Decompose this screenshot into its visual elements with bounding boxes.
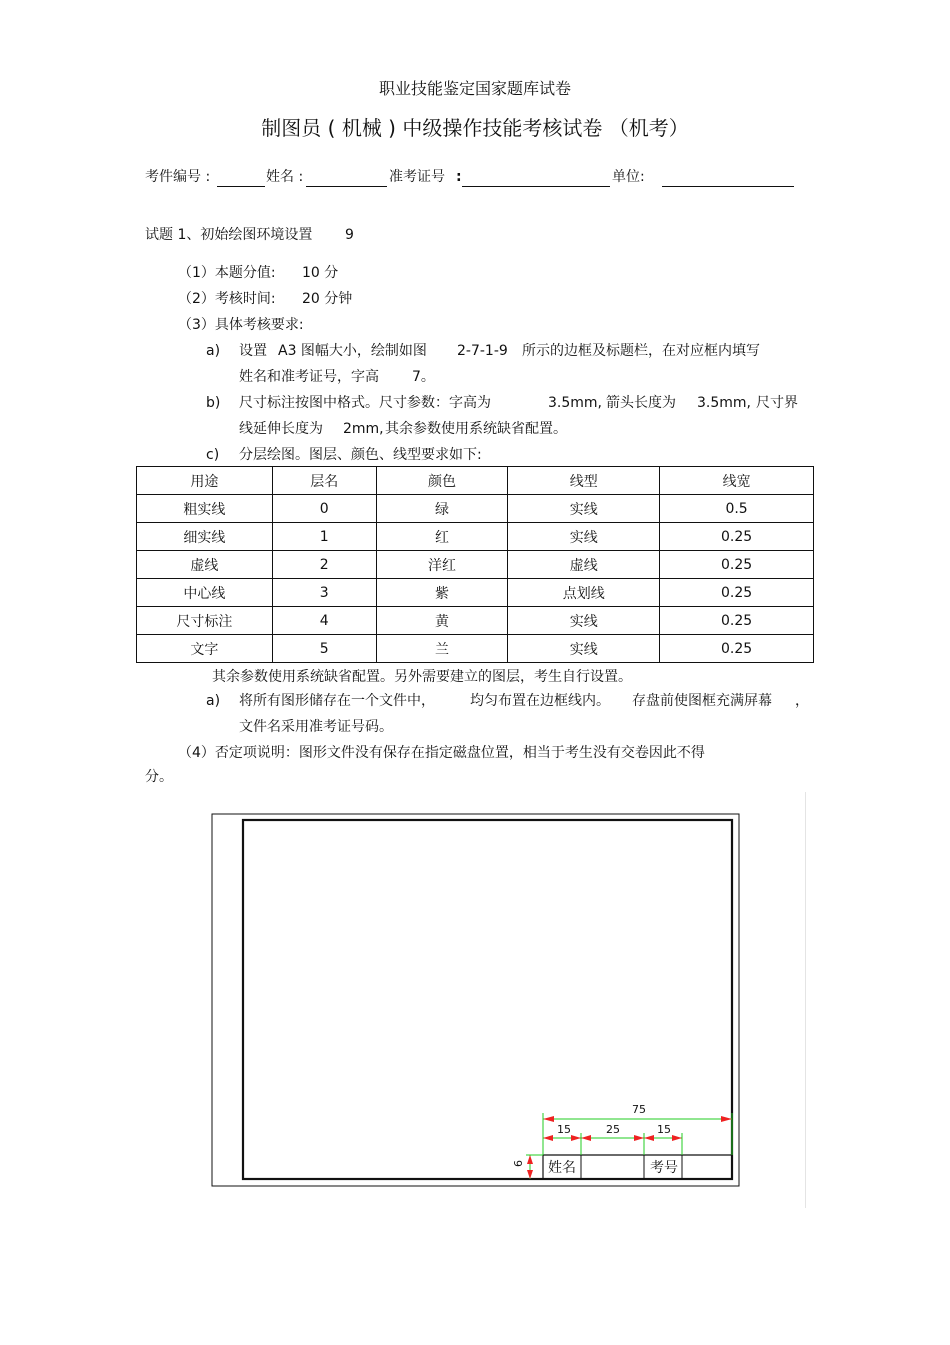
arrow-icon [634, 1135, 644, 1141]
table-cell: 粗实线 [137, 495, 273, 523]
table-cell: 0.25 [660, 635, 814, 663]
dimension-label-b: 25 [606, 1123, 620, 1136]
item-a-line2-text: 姓名和准考证号，字高 [239, 369, 379, 385]
item-c-text: 分层绘图。图层、颜色、线型要求如下: [239, 447, 482, 463]
table-cell: 实线 [508, 523, 660, 551]
header-cell-usage: 用途 [137, 467, 273, 495]
title-block [543, 1155, 732, 1179]
ticket-number-colon: : [456, 169, 462, 185]
piece-number-label: 考件编号 : [145, 169, 211, 185]
table-cell: 3 [272, 579, 376, 607]
table-cell: 虚线 [137, 551, 273, 579]
table-cell: 尺寸标注 [137, 607, 273, 635]
arrow-icon [527, 1170, 533, 1179]
item-a-marker: a) [206, 343, 221, 359]
arrow-icon [543, 1116, 554, 1122]
score-label: （1）本题分值: [178, 265, 276, 281]
table-cell: 黄 [376, 607, 508, 635]
table-cell: 实线 [508, 495, 660, 523]
name-label: 姓名 : [266, 169, 304, 185]
table-cell: 中心线 [137, 579, 273, 607]
table-cell: 洋红 [376, 551, 508, 579]
header-cell-layer: 层名 [272, 467, 376, 495]
dimension-label-height: 9 [511, 1160, 524, 1167]
item-a2-text-1: 将所有图形储存在一个文件中， [239, 693, 435, 709]
table-cell: 虚线 [508, 551, 660, 579]
after-table-note: 其余参数使用系统缺省配置。另外需要建立的图层，考生自行设置。 [212, 669, 632, 685]
item-b-line2-text-1: 线延伸长度为 [239, 421, 323, 437]
item-b-line2-value: 2mm, [343, 421, 384, 437]
item-b-text-1: 尺寸标注按图中格式。尺寸参数：字高为 [239, 395, 491, 411]
item-c-marker: c) [206, 447, 220, 463]
title-block-ticket-cell: 考号 [650, 1160, 678, 1176]
title-block-name-cell: 姓名 [548, 1160, 576, 1176]
score-value: 10 分 [302, 265, 339, 281]
table-cell: 0.25 [660, 551, 814, 579]
table-cell: 5 [272, 635, 376, 663]
unit-label: 单位: [612, 169, 645, 185]
arrow-icon [672, 1135, 682, 1141]
table-cell: 0.25 [660, 607, 814, 635]
item-a-line2-value: 7。 [412, 369, 435, 385]
table-cell: 0.25 [660, 523, 814, 551]
dimension-label-c: 15 [657, 1123, 671, 1136]
item-a2-text-2: 均匀布置在边框线内。 [470, 693, 610, 709]
requirements-label: （3）具体考核要求: [178, 317, 304, 333]
item-a2-text-3: 存盘前使图框充满屏幕 [632, 693, 772, 709]
table-cell: 0.5 [660, 495, 814, 523]
arrow-icon [571, 1135, 581, 1141]
dimensions [511, 1103, 732, 1179]
negative-item-line2: 分。 [145, 769, 173, 785]
item-a-text-2: A3 图幅大小，绘制如图 [278, 343, 427, 359]
item-a2-marker: a) [206, 693, 221, 709]
item-b-text-height: 3.5mm, [548, 395, 602, 411]
table-cell: 兰 [376, 635, 508, 663]
table-cell: 0.25 [660, 579, 814, 607]
item-b-marker: b) [206, 395, 221, 411]
table-cell: 紫 [376, 579, 508, 607]
table-cell: 4 [272, 607, 376, 635]
time-label: （2）考核时间: [178, 291, 276, 307]
question-title: 试题 1、初始绘图环境设置 [145, 227, 313, 243]
header-cell-linetype: 线型 [508, 467, 660, 495]
item-b-text-3: 尺寸界 [756, 395, 798, 411]
negative-item-line1: （4）否定项说明：图形文件没有保存在指定磁盘位置，相当于考生没有交卷因此不得 [178, 745, 705, 761]
arrow-icon [527, 1155, 533, 1164]
table-cell: 0 [272, 495, 376, 523]
table-cell: 绿 [376, 495, 508, 523]
time-value: 20 分钟 [302, 291, 353, 307]
table-cell: 实线 [508, 607, 660, 635]
arrow-icon [644, 1135, 654, 1141]
item-a-text-3: 所示的边框及标题栏，在对应框内填写 [522, 343, 760, 359]
arrow-icon [543, 1135, 553, 1141]
item-b-line2-text-2: 其余参数使用系统缺省配置。 [385, 421, 567, 437]
item-a2-line2: 文件名采用准考证号码。 [239, 719, 393, 735]
exam-paper-title: 制图员 ( 机械 ) 中级操作技能考核试卷 （机考） [261, 116, 689, 140]
table-cell: 实线 [508, 635, 660, 663]
table-cell: 细实线 [137, 523, 273, 551]
exam-bank-title: 职业技能鉴定国家题库试卷 [378, 79, 571, 98]
question-title-number: 9 [345, 227, 354, 243]
item-b-text-2: 箭头长度为 [606, 395, 676, 411]
item-a2-text-4: ， [795, 693, 809, 709]
table-cell: 2 [272, 551, 376, 579]
arrow-icon [721, 1116, 732, 1122]
table-cell: 红 [376, 523, 508, 551]
table-cell: 文字 [137, 635, 273, 663]
dimension-label-a: 15 [557, 1123, 571, 1136]
table-cell: 1 [272, 523, 376, 551]
arrow-icon [581, 1135, 591, 1141]
header-cell-linewidth: 线宽 [660, 467, 814, 495]
header-cell-color: 颜色 [376, 467, 508, 495]
table-cell: 点划线 [508, 579, 660, 607]
item-b-text-arrow: 3.5mm, [697, 395, 751, 411]
ticket-number-label: 准考证号 [389, 169, 445, 185]
item-a-text-1: 设置 [239, 343, 267, 359]
item-a-figure-ref: 2-7-1-9 [457, 343, 508, 359]
dimension-label-overall: 75 [632, 1103, 646, 1116]
